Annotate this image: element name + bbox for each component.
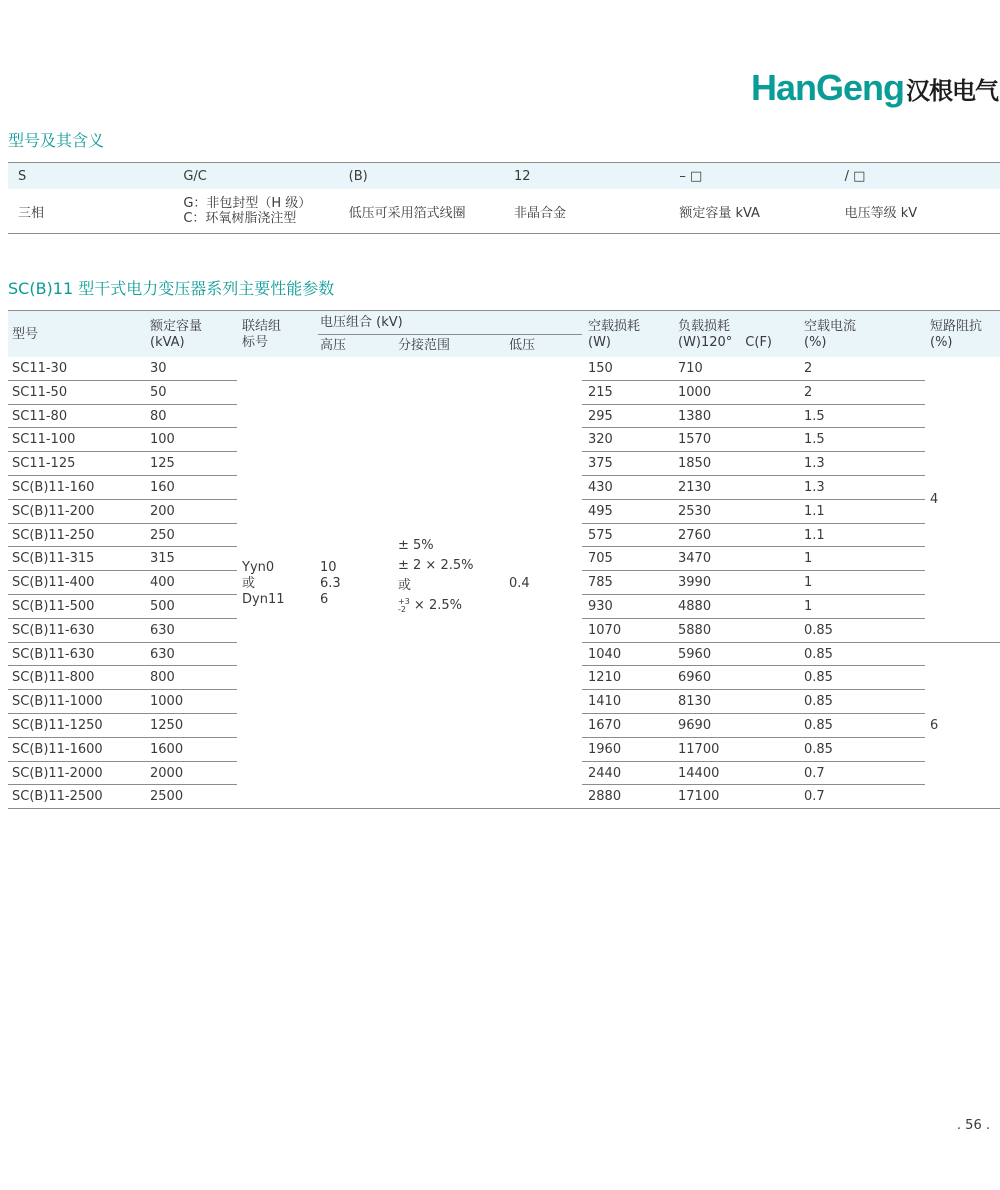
noload-current-cell: 1.3 — [804, 480, 825, 495]
capacity-cell: 1600 — [150, 741, 184, 757]
brand-name-en: HanGeng — [750, 67, 904, 108]
header-line: 联结组 — [242, 319, 282, 334]
table-row — [8, 714, 1000, 738]
code-cell: S — [18, 168, 27, 184]
capacity-cell: 80 — [150, 408, 167, 424]
load-loss-cell: 11700 — [678, 741, 720, 757]
table-row — [8, 666, 1000, 690]
header-hv: 高压 — [320, 338, 347, 353]
header-divider — [318, 334, 582, 335]
header-tap: 分接范围 — [398, 338, 451, 353]
brand-name-zh: 汉根电气 — [906, 76, 998, 105]
tap-fraction — [398, 598, 410, 614]
model-cell: SC(B)11-400 — [12, 575, 95, 591]
load-loss-cell: 1570 — [678, 432, 712, 448]
code-cell: – □ — [679, 168, 703, 184]
noload-loss-cell: 575 — [588, 527, 613, 543]
capacity-cell: 500 — [150, 599, 175, 614]
load-loss-cell: 4880 — [678, 599, 712, 614]
noload-current-cell: 2 — [804, 384, 813, 400]
model-cell: SC(B)11-200 — [12, 503, 95, 519]
group-line: Dyn11 — [242, 592, 285, 607]
table-row — [8, 643, 1000, 667]
noload-current-cell: 2 — [804, 361, 813, 376]
load-loss-cell: 6960 — [678, 670, 712, 686]
code-cell: 12 — [513, 168, 531, 184]
capacity-cell: 630 — [150, 622, 175, 638]
model-cell: SC11-100 — [12, 432, 76, 448]
load-loss-cell: 5880 — [678, 622, 712, 638]
model-cell: SC(B)11-1600 — [12, 741, 103, 757]
noload-loss-cell: 495 — [588, 503, 613, 519]
header-model: 型号 — [12, 327, 39, 342]
meaning-cell: 额定容量 kVA — [679, 205, 760, 221]
meaning-cell: 电压等级 kV — [844, 205, 918, 221]
noload-current-cell: 1.1 — [804, 527, 825, 543]
capacity-cell: 1000 — [150, 694, 184, 710]
noload-loss-cell: 1040 — [588, 646, 622, 662]
capacity-cell: 2000 — [150, 765, 184, 781]
model-cell: SC(B)11-2500 — [12, 789, 103, 805]
model-code-row — [8, 162, 1000, 189]
load-loss-cell: 1380 — [678, 408, 712, 424]
noload-current-cell: 1 — [804, 575, 813, 591]
table-row — [8, 428, 1000, 452]
load-loss-cell: 9690 — [678, 718, 712, 733]
table-row — [8, 547, 1000, 571]
load-loss-cell: 17100 — [678, 789, 720, 805]
noload-current-cell: 1 — [804, 551, 813, 567]
load-loss-cell: 8130 — [678, 694, 712, 710]
section2-title: SC(B)11 型干式电力变压器系列主要性能参数 — [8, 279, 335, 298]
meaning-line: G：非包封型（H 级） — [183, 196, 312, 211]
capacity-cell: 400 — [150, 575, 175, 591]
meaning-cell: 低压可采用箔式线圈 — [348, 205, 466, 221]
table-row — [8, 405, 1000, 429]
load-loss-cell: 14400 — [678, 765, 720, 781]
capacity-cell: 315 — [150, 551, 175, 567]
header-load-loss — [678, 319, 772, 351]
capacity-cell: 800 — [150, 670, 175, 686]
tap-line: ± 5% — [398, 538, 434, 553]
load-loss-cell: 3470 — [678, 551, 712, 567]
header-noload-loss — [588, 319, 640, 351]
load-loss-cell: 3990 — [678, 575, 712, 591]
noload-loss-cell: 1070 — [588, 622, 622, 638]
model-cell: SC(B)11-1000 — [12, 694, 103, 710]
noload-loss-cell: 430 — [588, 480, 613, 495]
header-group — [242, 319, 281, 351]
table-row — [8, 595, 1000, 619]
section1-title: 型号及其含义 — [8, 131, 105, 150]
model-cell: SC11-50 — [12, 384, 68, 400]
noload-loss-cell: 785 — [588, 575, 613, 591]
load-loss-cell: 2130 — [678, 480, 712, 495]
header-line: 空载损耗 — [588, 319, 641, 334]
tap-line: ± 2 × 2.5% — [398, 558, 474, 573]
table-row — [8, 690, 1000, 714]
tap-tail: × 2.5% — [409, 598, 462, 613]
noload-loss-cell: 150 — [588, 361, 613, 376]
noload-loss-cell: 1670 — [588, 718, 622, 733]
noload-current-cell: 0.7 — [804, 789, 825, 805]
table-row — [8, 381, 1000, 405]
model-cell: SC(B)11-250 — [12, 527, 95, 543]
impedance-cell: 4 — [930, 492, 939, 507]
noload-current-cell: 1.3 — [804, 456, 825, 472]
header-line: 短路阻抗 — [930, 319, 983, 334]
load-loss-cell: 5960 — [678, 646, 712, 662]
table-header — [8, 310, 1000, 357]
lv-cell: 0.4 — [509, 576, 530, 591]
header-line: (W) — [588, 335, 611, 350]
table-row — [8, 452, 1000, 476]
load-loss-cell: 2760 — [678, 527, 712, 543]
header-line: 空载电流 — [804, 319, 857, 334]
hv-line: 6.3 — [320, 576, 341, 591]
header-lv: 低压 — [509, 338, 536, 353]
performance-table — [8, 310, 1000, 810]
header-line: 负载损耗 — [678, 319, 731, 334]
capacity-cell: 250 — [150, 527, 175, 543]
tap-line — [398, 596, 473, 616]
header-noload-current — [804, 319, 856, 351]
row-divider — [8, 808, 1000, 809]
table-row — [8, 738, 1000, 762]
table-row — [8, 524, 1000, 548]
group-cell — [242, 560, 285, 608]
code-cell: (B) — [348, 168, 368, 184]
noload-current-cell: 1.1 — [804, 503, 825, 519]
model-cell: SC(B)11-630 — [12, 622, 95, 638]
code-cell: / □ — [844, 168, 866, 184]
tap-sup: +3 — [398, 596, 410, 606]
load-loss-cell: 2530 — [678, 503, 712, 519]
noload-loss-cell: 320 — [588, 432, 613, 448]
meaning-line: C：环氧树脂浇注型 — [183, 211, 297, 226]
table-row — [8, 357, 1000, 381]
capacity-cell: 30 — [150, 361, 167, 376]
capacity-cell: 125 — [150, 456, 175, 472]
capacity-cell: 1250 — [150, 718, 184, 733]
header-line: 标号 — [242, 335, 269, 350]
model-cell: SC(B)11-1250 — [12, 718, 103, 733]
capacity-cell: 630 — [150, 646, 175, 662]
load-loss-cell: 1000 — [678, 384, 712, 400]
noload-loss-cell: 295 — [588, 408, 613, 424]
brand-logo — [751, 66, 998, 110]
group-line: Yyn0 — [242, 560, 275, 575]
model-cell: SC(B)11-500 — [12, 599, 95, 614]
capacity-cell: 160 — [150, 480, 175, 495]
noload-current-cell: 0.85 — [804, 694, 833, 710]
tap-sub: -2 — [398, 604, 406, 614]
meaning-cell — [173, 189, 338, 233]
noload-loss-cell: 1960 — [588, 741, 622, 757]
model-cell: SC11-125 — [12, 456, 76, 472]
noload-current-cell: 0.85 — [804, 670, 833, 686]
model-meaning-row — [8, 189, 1000, 234]
noload-current-cell: 0.85 — [804, 718, 833, 733]
header-line: (%) — [804, 335, 827, 350]
capacity-cell: 50 — [150, 384, 167, 400]
noload-current-cell: 1 — [804, 599, 813, 614]
capacity-cell: 200 — [150, 503, 175, 519]
header-line: 额定容量 — [150, 319, 203, 334]
noload-loss-cell: 705 — [588, 551, 613, 567]
noload-loss-cell: 2880 — [588, 789, 622, 805]
table-row — [8, 476, 1000, 500]
group-line: 或 — [242, 576, 256, 591]
noload-loss-cell: 375 — [588, 456, 613, 472]
noload-current-cell: 0.85 — [804, 741, 833, 757]
noload-loss-cell: 2440 — [588, 765, 622, 781]
table-row — [8, 785, 1000, 809]
header-line: (W)120° C(F) — [678, 335, 773, 350]
load-loss-cell: 710 — [678, 361, 703, 376]
impedance-cell: 6 — [930, 718, 939, 733]
table-row — [8, 619, 1000, 643]
header-capacity — [150, 319, 202, 351]
model-cell: SC(B)11-160 — [12, 480, 95, 495]
model-meaning-table — [8, 162, 1000, 234]
load-loss-cell: 1850 — [678, 456, 712, 472]
table-row — [8, 762, 1000, 786]
header-line: (%) — [930, 335, 953, 350]
noload-loss-cell: 1210 — [588, 670, 622, 686]
header-impedance — [930, 319, 982, 351]
noload-current-cell: 1.5 — [804, 408, 825, 424]
model-cell: SC11-30 — [12, 361, 68, 376]
tap-line: 或 — [398, 578, 412, 593]
hv-line: 10 — [320, 560, 337, 575]
capacity-cell: 100 — [150, 432, 175, 448]
capacity-cell: 2500 — [150, 789, 184, 805]
model-cell: SC(B)11-315 — [12, 551, 95, 567]
noload-current-cell: 1.5 — [804, 432, 825, 448]
noload-loss-cell: 215 — [588, 384, 613, 400]
code-cell: G/C — [183, 168, 207, 184]
noload-loss-cell: 1410 — [588, 694, 622, 710]
noload-current-cell: 0.85 — [804, 646, 833, 662]
noload-loss-cell: 930 — [588, 599, 613, 614]
hv-line: 6 — [320, 592, 329, 607]
model-cell: SC(B)11-2000 — [12, 765, 103, 781]
header-line: (kVA) — [150, 335, 185, 350]
model-cell: SC(B)11-800 — [12, 670, 95, 686]
noload-current-cell: 0.85 — [804, 622, 833, 638]
model-cell: SC(B)11-630 — [12, 646, 95, 662]
hv-cell — [320, 560, 341, 608]
noload-current-cell: 0.7 — [804, 765, 825, 781]
page-number: . 56 . — [956, 1118, 990, 1133]
tap-cell — [398, 536, 473, 616]
table-row — [8, 571, 1000, 595]
header-voltage: 电压组合 (kV) — [320, 315, 403, 330]
model-cell: SC11-80 — [12, 408, 68, 424]
table-row — [8, 500, 1000, 524]
meaning-cell: 三相 — [18, 205, 45, 221]
meaning-cell: 非晶合金 — [513, 205, 566, 221]
